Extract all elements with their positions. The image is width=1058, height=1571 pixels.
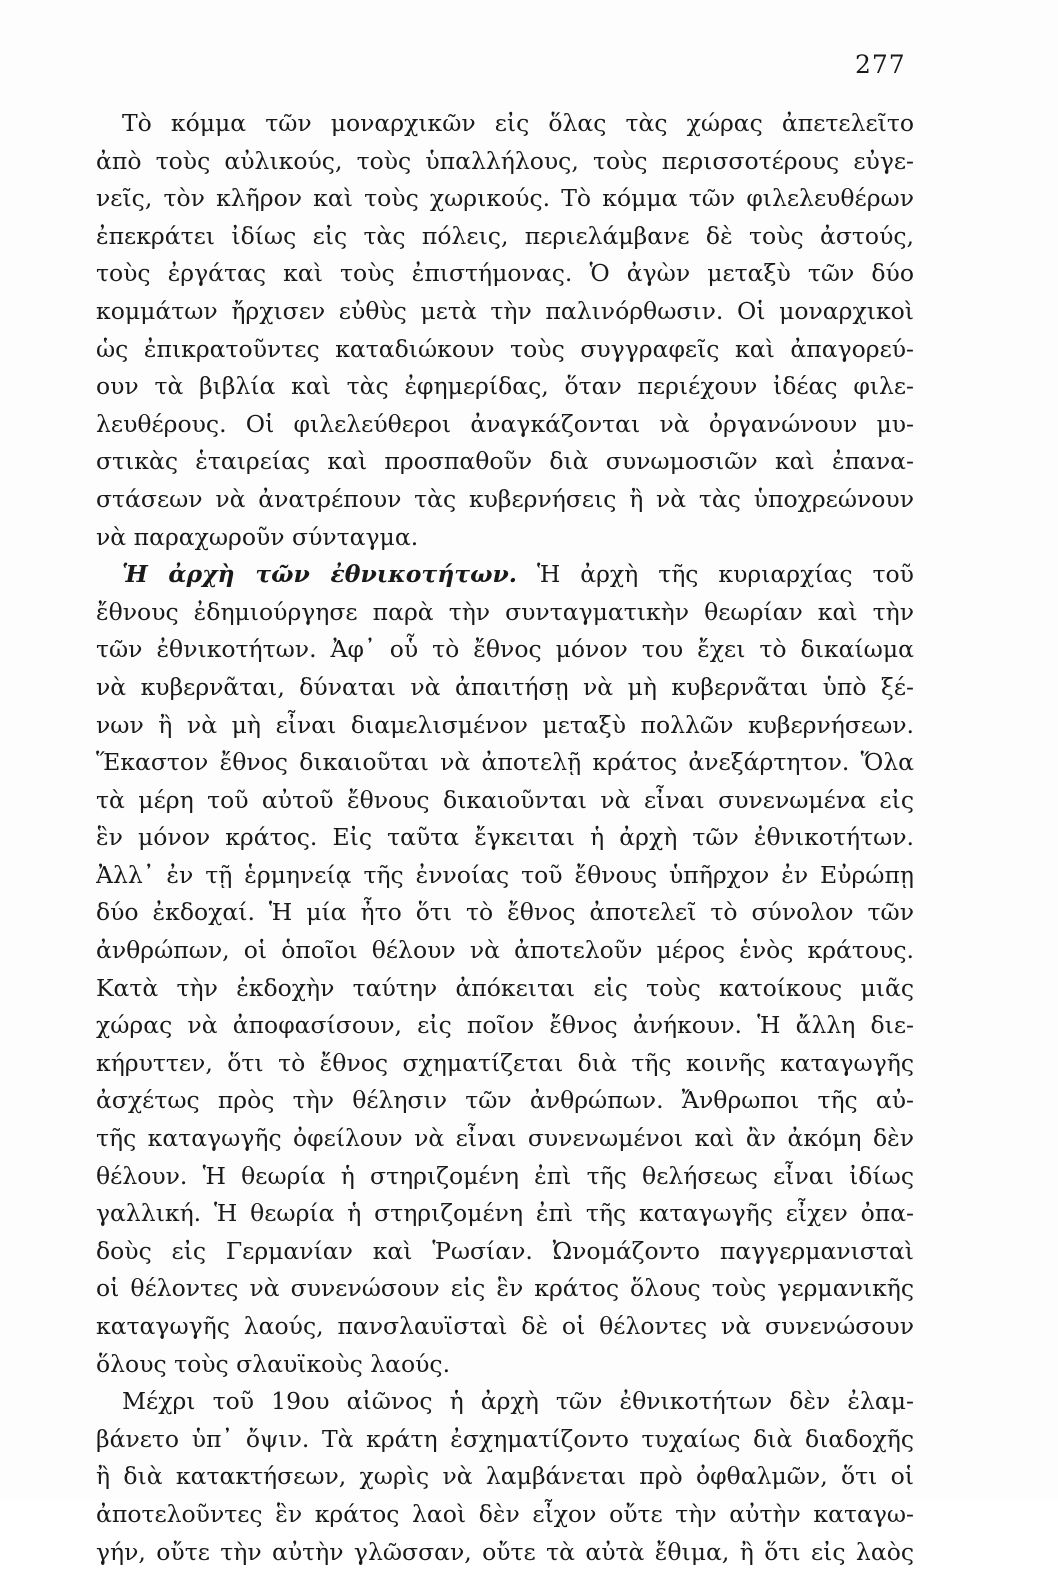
text-line: Τὸ κόμμα τῶν μοναρχικῶν εἰς ὅλας τὰς χώρας ἀπετελεῖτο <box>122 109 914 137</box>
text-line: τοὺς ἐργάτας καὶ τοὺς ἐπιστήμονας. Ὁ ἀγὼν μεταξὺ τῶν δύο <box>96 259 914 288</box>
text-line: ἔθνους ἐδημιούργησε παρὰ τὴν συνταγματικὴν θεωρίαν καὶ τὴν <box>96 597 914 626</box>
text-line: ἀνθρώπων, οἱ ὁποῖοι θέλουν νὰ ἀποτελοῦν μέρος ἑνὸς κράτους. <box>96 936 914 965</box>
text-line: χώρας νὰ ἀποφασίσουν, εἰς ποῖον ἔθνος ἀνήκουν. Ἡ ἄλλη διε- <box>96 1011 914 1040</box>
text-line: τῆς καταγωγῆς ὀφείλουν νὰ εἶναι συνενωμένοι καὶ ἂν ἀκόμη δὲν <box>96 1124 914 1153</box>
text-line: ὅλους τοὺς σλαυϊκοὺς λαούς. <box>96 1349 451 1378</box>
text-line: κήρυττεν, ὅτι τὸ ἔθνος σχηματίζεται διὰ τῆς κοινῆς καταγωγῆς <box>96 1048 914 1077</box>
section-heading-rest: Ἡ ἀρχὴ τῆς κυριαρχίας τοῦ <box>536 560 914 589</box>
text-line: τῶν ἐθνικοτήτων. Ἀφ᾽ οὗ τὸ ἔθνος μόνον του ἔχει τὸ δικαίωμα <box>96 635 914 664</box>
section-heading: Ἡ ἀρχὴ τῶν ἐθνικοτήτων. <box>122 560 517 589</box>
text-line: ουν τὰ βιβλία καὶ τὰς ἐφημερίδας, ὅταν περιέχουν ἰδέας φιλε- <box>96 372 914 401</box>
text-line: οἱ θέλοντες νὰ συνενώσουν εἰς ἓν κράτος ὅλους τοὺς γερμανικῆς <box>96 1274 914 1303</box>
text-line: δοὺς εἰς Γερμανίαν καὶ Ῥωσίαν. Ὠνομάζοντο παγγερμανισταὶ <box>96 1236 914 1265</box>
text-line: δύο ἐκδοχαί. Ἡ μία ἦτο ὅτι τὸ ἔθνος ἀποτελεῖ τὸ σύνολον τῶν <box>96 898 914 927</box>
body-text <box>96 105 914 1571</box>
text-line: νὰ κυβερνᾶται, δύναται νὰ ἀπαιτήσῃ νὰ μὴ κυβερνᾶται ὑπὸ ξέ- <box>96 672 914 701</box>
text-line: στάσεων νὰ ἀνατρέπουν τὰς κυβερνήσεις ἢ νὰ τὰς ὑποχρεώνουν <box>96 484 914 513</box>
text-line: Ἀλλ᾽ ἐν τῇ ἑρμηνείᾳ τῆς ἐννοίας τοῦ ἔθνους ὑπῆρχον ἐν Εὐρώπῃ <box>96 860 914 889</box>
text-line: λευθέρους. Οἱ φιλελεύθεροι ἀναγκάζονται νὰ ὀργανώνουν μυ- <box>96 409 914 438</box>
text-line: ἀσχέτως πρὸς τὴν θέλησιν τῶν ἀνθρώπων. Ἄνθρωποι τῆς αὐ- <box>96 1086 914 1115</box>
text-line: βάνετο ὑπ᾽ ὄψιν. Τὰ κράτη ἐσχηματίζοντο τυχαίως διὰ διαδοχῆς <box>96 1424 914 1453</box>
text-line: Κατὰ τὴν ἐκδοχὴν ταύτην ἀπόκειται εἰς τοὺς κατοίκους μιᾶς <box>96 973 914 1002</box>
text-line: στικὰς ἑταιρείας καὶ προσπαθοῦν διὰ συνωμοσιῶν καὶ ἐπανα- <box>96 447 914 476</box>
text-line: ἐπεκράτει ἰδίως εἰς τὰς πόλεις, περιελάμβανε δὲ τοὺς ἀστούς, <box>96 221 914 250</box>
text-line: ἓν μόνον κράτος. Εἰς ταῦτα ἔγκειται ἡ ἀρχὴ τῶν ἐθνικοτήτων. <box>96 823 914 852</box>
text-line: ἀπὸ τοὺς αὐλικούς, τοὺς ὑπαλλήλους, τοὺς περισσοτέρους εὐγε- <box>96 146 914 175</box>
text-line: νων ἢ νὰ μὴ εἶναι διαμελισμένον μεταξὺ πολλῶν κυβερνήσεων. <box>96 710 914 739</box>
text-line: καταγωγῆς λαούς, πανσλαυϊσταὶ δὲ οἱ θέλοντες νὰ συνενώσουν <box>96 1312 914 1340</box>
text-line: ὡς ἐπικρατοῦντες καταδιώκουν τοὺς συγγραφεῖς καὶ ἀπαγορεύ- <box>96 334 914 363</box>
text-line: Ἕκαστον ἔθνος δικαιοῦται νὰ ἀποτελῇ κράτος ἀνεξάρτητον. Ὅλα <box>96 748 914 777</box>
text-line: τὰ μέρη τοῦ αὐτοῦ ἔθνους δικαιοῦνται νὰ εἶναι συνενωμένα εἰς <box>96 785 914 814</box>
text-line: νὰ παραχωροῦν σύνταγμα. <box>96 522 419 551</box>
text-line: γαλλική. Ἡ θεωρία ἡ στηριζομένη ἐπὶ τῆς καταγωγῆς εἶχεν ὀπα- <box>96 1199 914 1228</box>
text-line: ἀποτελοῦντες ἓν κράτος λαοὶ δὲν εἶχον οὔτε τὴν αὐτὴν καταγω- <box>96 1499 914 1528</box>
section-heading-line <box>96 556 914 594</box>
text-line: κομμάτων ἤρχισεν εὐθὺς μετὰ τὴν παλινόρθωσιν. Οἱ μοναρχικοὶ <box>96 296 914 325</box>
text-line: νεῖς, τὸν κλῆρον καὶ τοὺς χωρικούς. Τὸ κόμμα τῶν φιλελευθέρων <box>96 184 914 213</box>
page-number: 277 <box>855 50 906 79</box>
text-line: θέλουν. Ἡ θεωρία ἡ στηριζομένη ἐπὶ τῆς θελήσεως εἶναι ἰδίως <box>96 1161 914 1190</box>
text-line: ἢ διὰ κατακτήσεων, χωρὶς νὰ λαμβάνεται πρὸ ὀφθαλμῶν, ὅτι οἱ <box>96 1462 914 1491</box>
text-line: γήν, οὔτε τὴν αὐτὴν γλῶσσαν, οὔτε τὰ αὐτὰ ἔθιμα, ἢ ὅτι εἰς λαὸς <box>96 1537 914 1566</box>
text-line: Μέχρι τοῦ 19ου αἰῶνος ἡ ἀρχὴ τῶν ἐθνικοτήτων δὲν ἐλαμ- <box>122 1387 914 1416</box>
